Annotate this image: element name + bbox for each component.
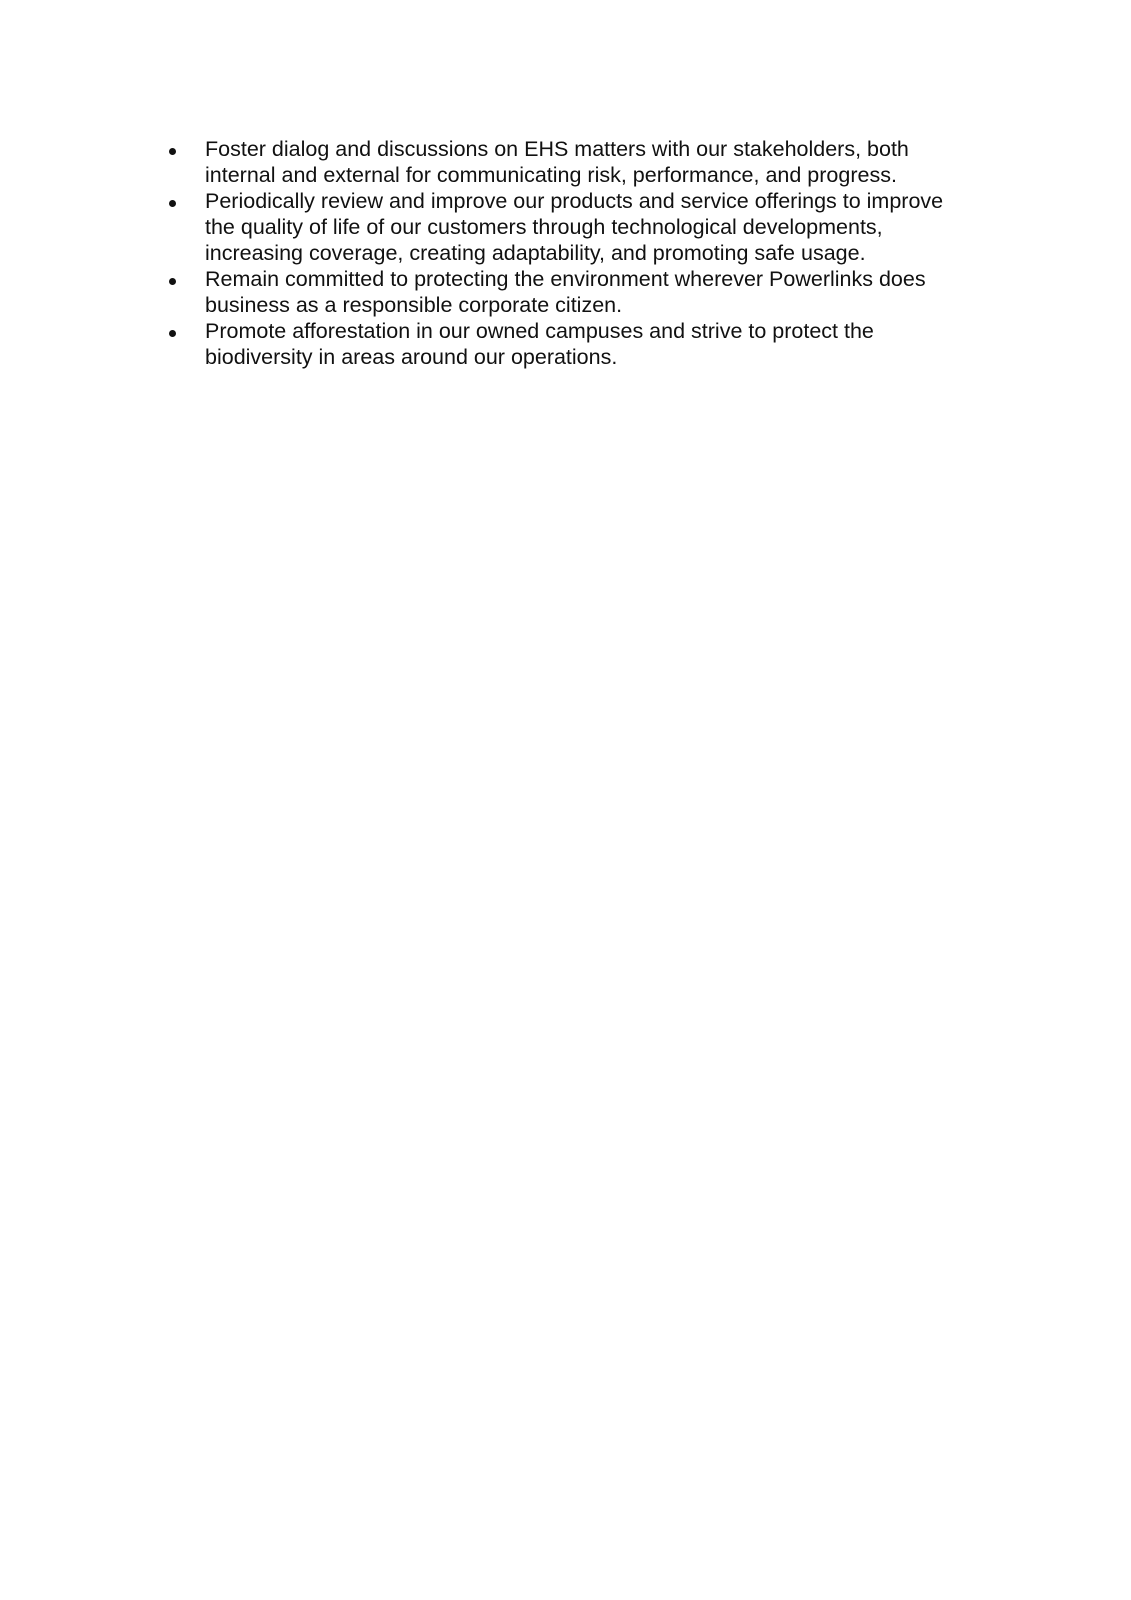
list-item: [165, 266, 1025, 318]
bullet-dot-icon: [169, 200, 176, 207]
bullet-text: Foster dialog and discussions on EHS matters with our stakeholders, both internal and external for communicating risk, performance, and progress.: [205, 137, 909, 187]
list-item: [165, 188, 1025, 266]
bullet-dot-icon: [169, 278, 176, 285]
bullet-dot-icon: [169, 148, 176, 155]
bullet-text: Periodically review and improve our products and service offerings to improve the quality of life of our customers through technological developments, increasing coverage, creating adaptability, and promoting safe usage.: [205, 189, 944, 265]
list-item: [165, 136, 1025, 188]
bullet-dot-icon: [169, 330, 176, 337]
bullet-text: Promote afforestation in our owned campuses and strive to protect the biodiversity in areas around our operations.: [205, 319, 874, 369]
bullet-list: [165, 136, 1025, 370]
bullet-text: Remain committed to protecting the environment wherever Powerlinks does business as a responsible corporate citizen.: [205, 267, 926, 317]
list-item: [165, 318, 1025, 370]
